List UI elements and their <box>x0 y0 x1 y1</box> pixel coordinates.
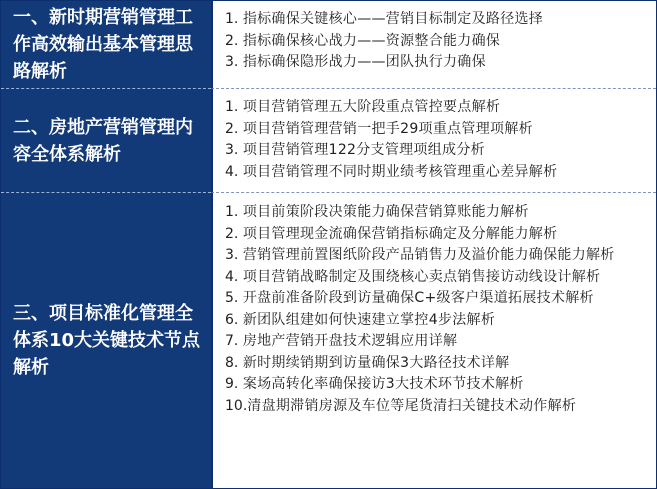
section-3-items-cell <box>211 193 656 488</box>
list-item: 1. 项目前策阶段决策能力确保营销算账能力解析 <box>225 204 529 220</box>
section-1-items-cell <box>211 1 656 89</box>
list-item: 2. 项目管理现金流确保营销指标确定及分解能力解析 <box>225 225 558 242</box>
section-2-list <box>225 97 646 183</box>
list-item: 1. 项目营销管理五大阶段重点管控要点解析 <box>225 99 501 115</box>
list-item: 1. 指标确保关键核心——营销目标制定及路径选择 <box>225 11 544 27</box>
section-1-title-cell <box>1 1 211 89</box>
section-3-title-cell <box>1 193 211 488</box>
list-item: 4. 项目营销管理不同时期业绩考核管理重心差异解析 <box>225 163 558 180</box>
list-item: 8. 新时期续销期到访量确保3大路径技术详解 <box>225 354 510 371</box>
section-2-items-cell <box>211 89 656 193</box>
section-3-title: 三、项目标准化管理全体系10大关键技术节点解析 <box>13 303 201 378</box>
section-1-list <box>225 9 646 74</box>
section-3-list <box>225 202 646 417</box>
list-item: 2. 项目营销管理营销一把手29项重点管理项解析 <box>225 120 533 137</box>
list-item: 3. 指标确保隐形战力——团队执行力确保 <box>225 54 486 70</box>
list-item: 5. 开盘前准备阶段到访量确保C+级客户渠道拓展技术解析 <box>225 290 594 306</box>
list-item: 6. 新团队组建如何快速建立掌控4步法解析 <box>225 311 496 328</box>
section-1-title: 一、新时期营销管理工作高效输出基本管理思路解析 <box>13 7 193 82</box>
section-2-title-cell <box>1 89 211 193</box>
list-item: 9. 案场高转化率确保接访3大技术环节技术解析 <box>225 376 524 392</box>
section-2-title: 二、房地产营销管理内容全体系解析 <box>13 116 193 165</box>
list-item: 3. 项目营销管理122分支管理项组成分析 <box>225 142 485 158</box>
list-item: 4. 项目营销战略制定及围绕核心卖点销售接访动线设计解析 <box>225 268 601 285</box>
list-item: 3. 营销管理前置图纸阶段产品销售力及溢价能力确保能力解析 <box>225 247 615 263</box>
list-item: 7. 房地产营销开盘技术逻辑应用详解 <box>225 333 458 349</box>
list-item: 2. 指标确保核心战力——资源整合能力确保 <box>225 32 501 49</box>
list-item: 10. 清盘期滞销房源及车位等尾货清扫关键技术动作解析 <box>225 397 577 414</box>
